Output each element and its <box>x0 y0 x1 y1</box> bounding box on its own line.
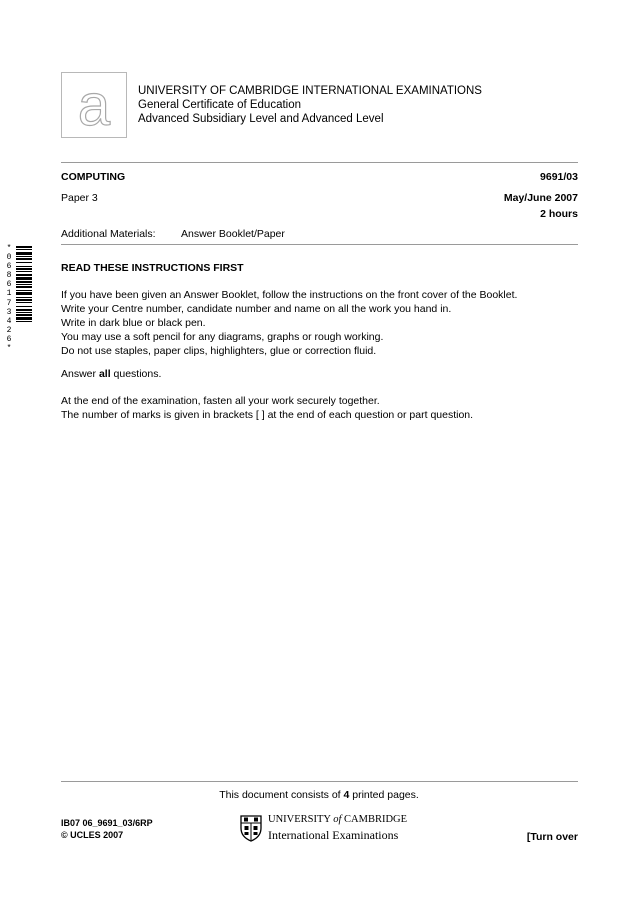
barcode-digits: *0686173426* <box>6 244 12 354</box>
instructions-heading: READ THESE INSTRUCTIONS FIRST <box>61 262 244 274</box>
answer-all-emphasis: all <box>98 368 111 380</box>
cambridge-crest-icon <box>239 814 263 842</box>
university-title: UNIVERSITY OF CAMBRIDGE INTERNATIONAL EXAMINATIONS <box>138 85 482 97</box>
barcode <box>5 244 35 354</box>
top-divider <box>61 162 578 163</box>
answer-instruction: Answer all questions. <box>61 368 162 380</box>
subject: COMPUTING <box>61 171 126 183</box>
turn-over: [Turn over <box>526 831 578 843</box>
instruction-line: Write in dark blue or black pen. <box>61 317 206 329</box>
certificate-title: General Certificate of Education <box>138 99 302 111</box>
instructions-list <box>61 288 517 358</box>
svg-text:a: a <box>77 73 111 137</box>
cambridge-wordmark-line1: UNIVERSITY of CAMBRIDGE <box>268 814 408 825</box>
exam-duration: 2 hours <box>540 208 578 220</box>
materials-value: Answer Booklet/Paper <box>181 228 285 240</box>
exam-session: May/June 2007 <box>503 192 578 204</box>
page-count-note: This document consists of 4 printed pages. <box>219 789 419 801</box>
instruction-line: Write your Centre number, candidate number and name on all the work you hand in. <box>61 303 452 315</box>
document-reference: IB07 06_9691_03/6RP <box>61 818 153 828</box>
instruction-line: At the end of the examination, fasten all your work securely together. <box>61 395 380 407</box>
paper-code: 9691/03 <box>540 171 578 183</box>
barcode-bars-icon <box>16 246 32 352</box>
materials-divider <box>61 244 578 245</box>
instruction-line: You may use a soft pencil for any diagrams, graphs or rough working. <box>61 331 384 343</box>
instruction-line: The number of marks is given in brackets [ ] at the end of each question or part question. <box>61 409 474 421</box>
copyright: © UCLES 2007 <box>61 830 124 840</box>
instruction-line: If you have been given an Answer Booklet, follow the instructions on the front cover of the Booklet. <box>61 289 518 301</box>
materials-label: Additional Materials: <box>61 228 156 240</box>
logo-letter-a-icon <box>62 73 126 137</box>
level-title: Advanced Subsidiary Level and Advanced Level <box>138 113 384 125</box>
end-instructions <box>61 394 473 422</box>
paper-number: Paper 3 <box>61 192 98 204</box>
bottom-divider <box>61 781 578 782</box>
cambridge-wordmark-line2: International Examinations <box>268 828 399 842</box>
instruction-line: Do not use staples, paper clips, highlighters, glue or correction fluid. <box>61 345 377 357</box>
cie-logo <box>61 72 127 138</box>
